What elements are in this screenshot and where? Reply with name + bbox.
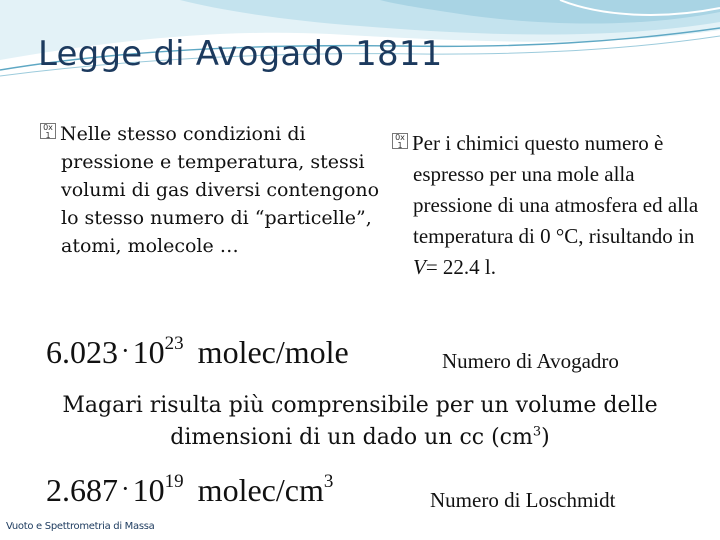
loschmidt-base: 10 xyxy=(132,472,165,508)
left-bullet-item xyxy=(40,120,380,260)
magari-paragraph xyxy=(20,390,700,454)
footer-text: Vuoto e Spettrometria di Massa xyxy=(6,521,155,532)
right-paragraph-ending: = 22.4 l. xyxy=(425,255,497,279)
avogadro-label: Numero di Avogadro xyxy=(442,349,619,373)
left-column xyxy=(40,120,380,260)
left-paragraph-text: Nelle stesso condizioni di pressione e temperatura, stessi volumi di gas diversi contengono lo stesso numero di “particelle”, atomi, molecole … xyxy=(60,123,380,257)
volume-variable: V xyxy=(413,255,426,279)
right-paragraph-text: Per i chimici questo numero è espresso per una mole alla pressione di una atmosfera ed alla temperatura di 0 °C, risultando in xyxy=(412,131,699,248)
magari-text: Magari risulta più comprensibile per un volume delle dimensioni di un dado un cc (cm xyxy=(62,393,658,450)
multiplication-dot: · xyxy=(121,474,130,503)
loschmidt-label: Numero di Loschmidt xyxy=(430,488,616,512)
magari-superscript: 3 xyxy=(532,424,542,440)
loschmidt-exponent: 19 xyxy=(164,471,184,492)
loschmidt-equation xyxy=(46,472,333,509)
loschmidt-unit: molec/cm xyxy=(197,472,324,508)
avogadro-unit: molec/mole xyxy=(197,334,349,370)
missing-glyph-bullet-icon: 0x 1 xyxy=(392,133,408,149)
loschmidt-mantissa: 2.687 xyxy=(46,472,118,508)
right-column xyxy=(392,128,712,283)
right-bullet-item xyxy=(392,128,712,283)
avogadro-base: 10 xyxy=(132,334,165,370)
loschmidt-unit-exponent: 3 xyxy=(323,471,334,492)
multiplication-dot: · xyxy=(121,336,130,365)
missing-glyph-bullet-icon: 0x 1 xyxy=(40,123,56,139)
slide-title: Legge di Avogado 1811 xyxy=(38,34,443,74)
avogadro-equation xyxy=(46,334,349,371)
avogadro-mantissa: 6.023 xyxy=(46,334,118,370)
avogadro-exponent: 23 xyxy=(164,333,184,354)
magari-close: ) xyxy=(541,425,550,450)
